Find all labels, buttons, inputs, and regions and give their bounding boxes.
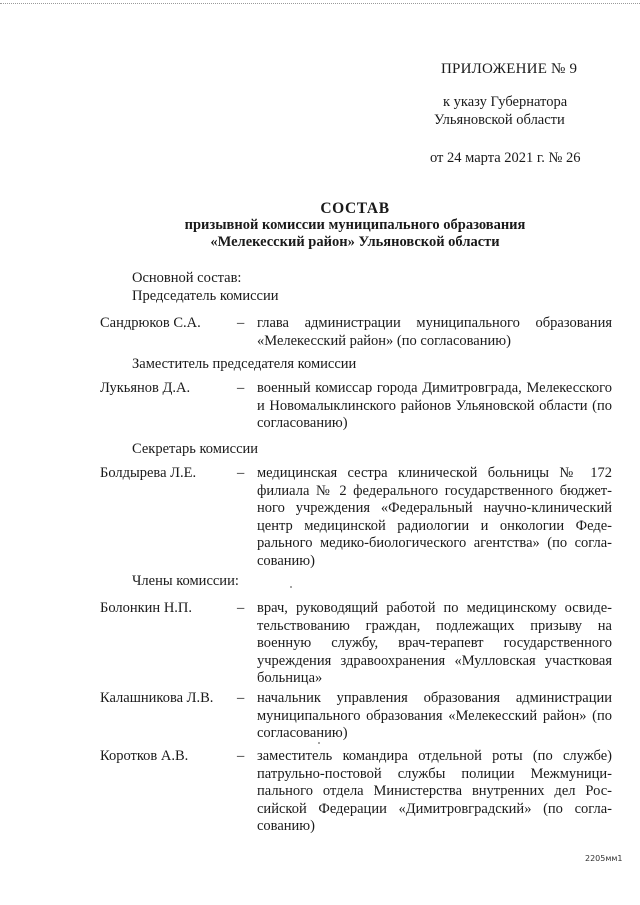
document-code-stamp: 2205мм1 (585, 854, 623, 863)
scan-edge-dots (0, 3, 640, 4)
member-dash: – (237, 465, 245, 481)
member-name: Лукьянов Д.А. (100, 380, 191, 396)
member-dash: – (237, 748, 245, 764)
member-entry (100, 748, 612, 836)
member-role: медицинская сестра клинической больницы № 172 филиала № 2 федерального государственного бюджетного учреждения «Федеральный научно-клинический центр медицинской радиологии и онкологии Федерального медико-биологического агентства» (по согласованию) (257, 465, 612, 569)
member-name: Калашникова Л.В. (100, 690, 214, 706)
scan-speck (290, 586, 292, 588)
member-name: Сандрюков С.А. (100, 315, 201, 331)
scan-speck (318, 742, 320, 744)
member-entry (100, 600, 612, 688)
member-name: Коротков А.В. (100, 748, 189, 764)
member-role: заместитель командира отдельной роты (по службе) патрульно-постовой службы полиции Межмуниципального отдела Министерства внутренних дел Российской Федерации «Димитровградский» (по согласованию) (257, 748, 612, 834)
decree-reference (434, 94, 567, 129)
title-line-3: «Мелекесский район» Ульяновской области (210, 234, 500, 250)
member-dash: – (237, 690, 245, 706)
member-entry (100, 465, 612, 570)
member-entry (100, 380, 612, 433)
section-main-composition: Основной состав: (132, 270, 242, 286)
member-role: глава администрации муниципального образования «Мелекесский район» (по согласованию) (257, 315, 612, 349)
appendix-label: ПРИЛОЖЕНИЕ № 9 (441, 61, 578, 77)
member-dash: – (237, 600, 245, 616)
member-role: врач, руководящий работой по медицинскому освидетельствованию граждан, подлежащих призыву на военную службу, врач-терапевт государственного учреждения здравоохранения «Мулловская участковая больница» (257, 600, 612, 686)
member-role: военный комиссар города Димитровграда, Мелекесского и Новомалыклинского районов Ульяновской области (по согласованию) (257, 380, 612, 431)
member-entry (100, 690, 612, 743)
title-main: СОСТАВ (320, 200, 390, 217)
section-members: Члены комиссии: (132, 573, 239, 589)
section-secretary: Секретарь комиссии (132, 441, 259, 457)
section-deputy: Заместитель председателя комиссии (132, 356, 357, 372)
document-title (100, 200, 610, 251)
member-dash: – (237, 380, 245, 396)
decree-line-1: к указу Губернатора (443, 94, 568, 110)
member-name: Болонкин Н.П. (100, 600, 193, 616)
member-dash: – (237, 315, 245, 331)
decree-date: от 24 марта 2021 г. № 26 (430, 150, 581, 166)
member-role: начальник управления образования администрации муниципального образования «Мелекесский район» (по согласованию) (257, 690, 612, 741)
title-line-2: призывной комиссии муниципального образования (184, 217, 526, 233)
section-chairman: Председатель комиссии (132, 288, 279, 304)
decree-line-2: Ульяновской области (434, 111, 565, 128)
member-name: Болдырева Л.Е. (100, 465, 197, 481)
member-entry (100, 315, 612, 350)
